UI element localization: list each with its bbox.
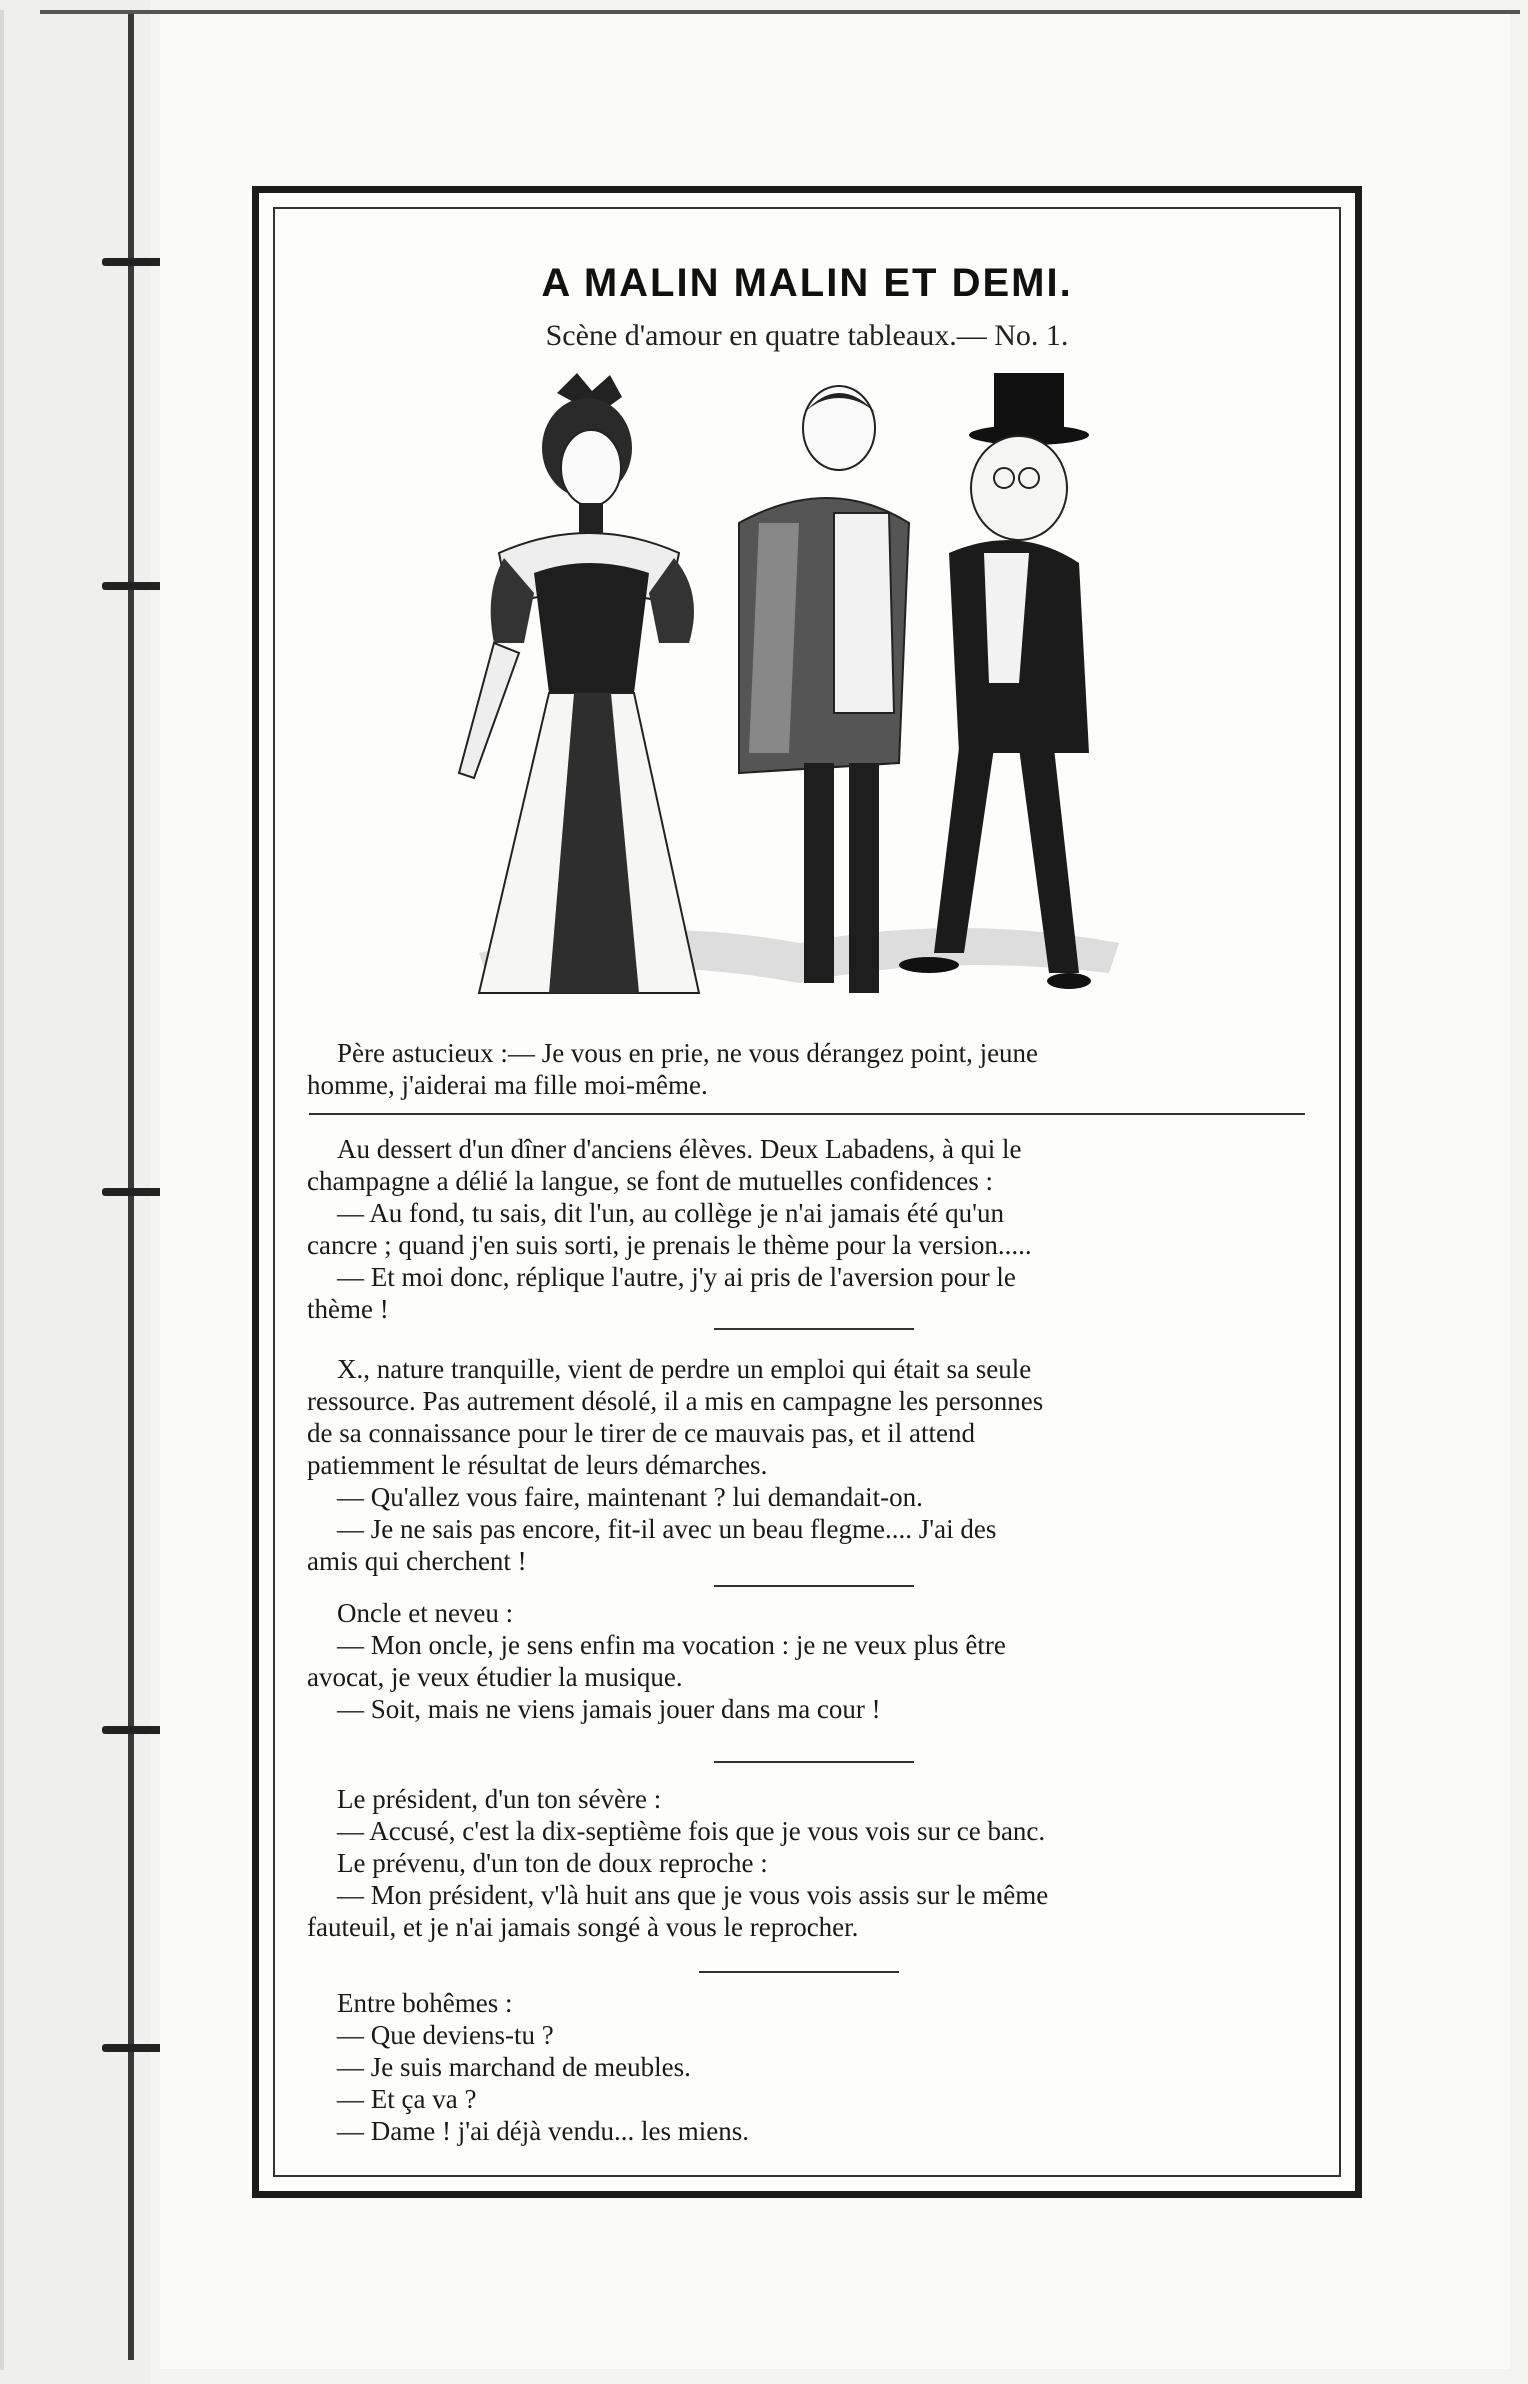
young-man-figure xyxy=(739,386,909,993)
anecdote-bohemes: Entre bohêmes : — Que deviens-tu ? — Je suis marchand de meubles. — Et ça va ? — Dame ! j'ai déjà vendu... les miens. xyxy=(337,1988,750,2146)
short-separator xyxy=(699,1971,899,1973)
anecdote-x: X., nature tranquille, vient de perdre un emploi qui était sa seule ressource. Pas autrement désolé, il a mis en campagne les personnes de sa connaissance pour le tirer de ce mauvais pas, et il attend patiemment le résultat de leurs démarches. — Qu'allez vous faire, maintenant ? lui demandait-on. — Je ne sais pas encore, fit-il avec un beau flegme.... J'ai des amis qui cherchent ! xyxy=(307,1354,1044,1576)
spine-line xyxy=(128,10,134,2360)
waistcoat xyxy=(834,513,894,713)
woman-arm xyxy=(459,643,519,778)
old-man-right-shoe xyxy=(1047,973,1091,989)
short-separator xyxy=(714,1328,914,1330)
young-man-right-leg xyxy=(849,763,879,993)
young-man-face xyxy=(803,386,875,470)
old-man-left-leg xyxy=(934,748,994,953)
illustration-caption: Père astucieux :— Je vous en prie, ne vous dérangez point, jeune homme, j'aiderai ma fille moi-même. xyxy=(307,1038,1039,1100)
top-hat xyxy=(994,373,1064,433)
full-separator xyxy=(309,1113,1305,1115)
article-frame xyxy=(252,186,1362,2198)
woman-face xyxy=(561,430,621,506)
old-man-face xyxy=(971,436,1067,540)
engraving-illustration xyxy=(439,353,1159,1013)
book-binding xyxy=(0,0,150,2384)
spine-edge xyxy=(0,10,4,2370)
short-separator xyxy=(714,1761,914,1763)
old-man-left-shoe xyxy=(899,957,959,973)
young-man-left-leg xyxy=(804,763,834,983)
short-separator xyxy=(714,1585,914,1587)
anecdote-labadens: Au dessert d'un dîner d'anciens élèves. Deux Labadens, à qui le champagne a délié la langue, se font de mutuelles confidences : — Au fond, tu sais, dit l'un, au collège je n'ai jamais été qu'un cancre ; quand j'en suis sorti, je prenais le thème pour la version..... — Et moi donc, réplique l'autre, j'y ai pris de l'aversion pour le thème ! xyxy=(307,1134,1032,1324)
old-man-figure xyxy=(899,373,1091,989)
woman-collar xyxy=(579,503,603,533)
article-subtitle: Scène d'amour en quatre tableaux.— No. 1. xyxy=(545,319,1069,352)
article-title: A MALIN MALIN ET DEMI. xyxy=(541,261,1073,305)
woman-figure xyxy=(459,373,699,993)
bodice xyxy=(534,563,649,693)
anecdote-president: Le président, d'un ton sévère : — Accusé, c'est la dix-septième fois que je vous vois sur ce banc. Le prévenu, d'un ton de doux reproche : — Mon président, v'là huit ans que je vous vois assis sur le même fauteuil, et je n'ai jamais songé à vous le reprocher. xyxy=(307,1784,1049,1942)
anecdote-oncle: Oncle et neveu : — Mon oncle, je sens enfin ma vocation : je ne veux plus être avocat, je veux étudier la musique. — Soit, mais ne viens jamais jouer dans ma cour ! xyxy=(307,1598,1006,1724)
